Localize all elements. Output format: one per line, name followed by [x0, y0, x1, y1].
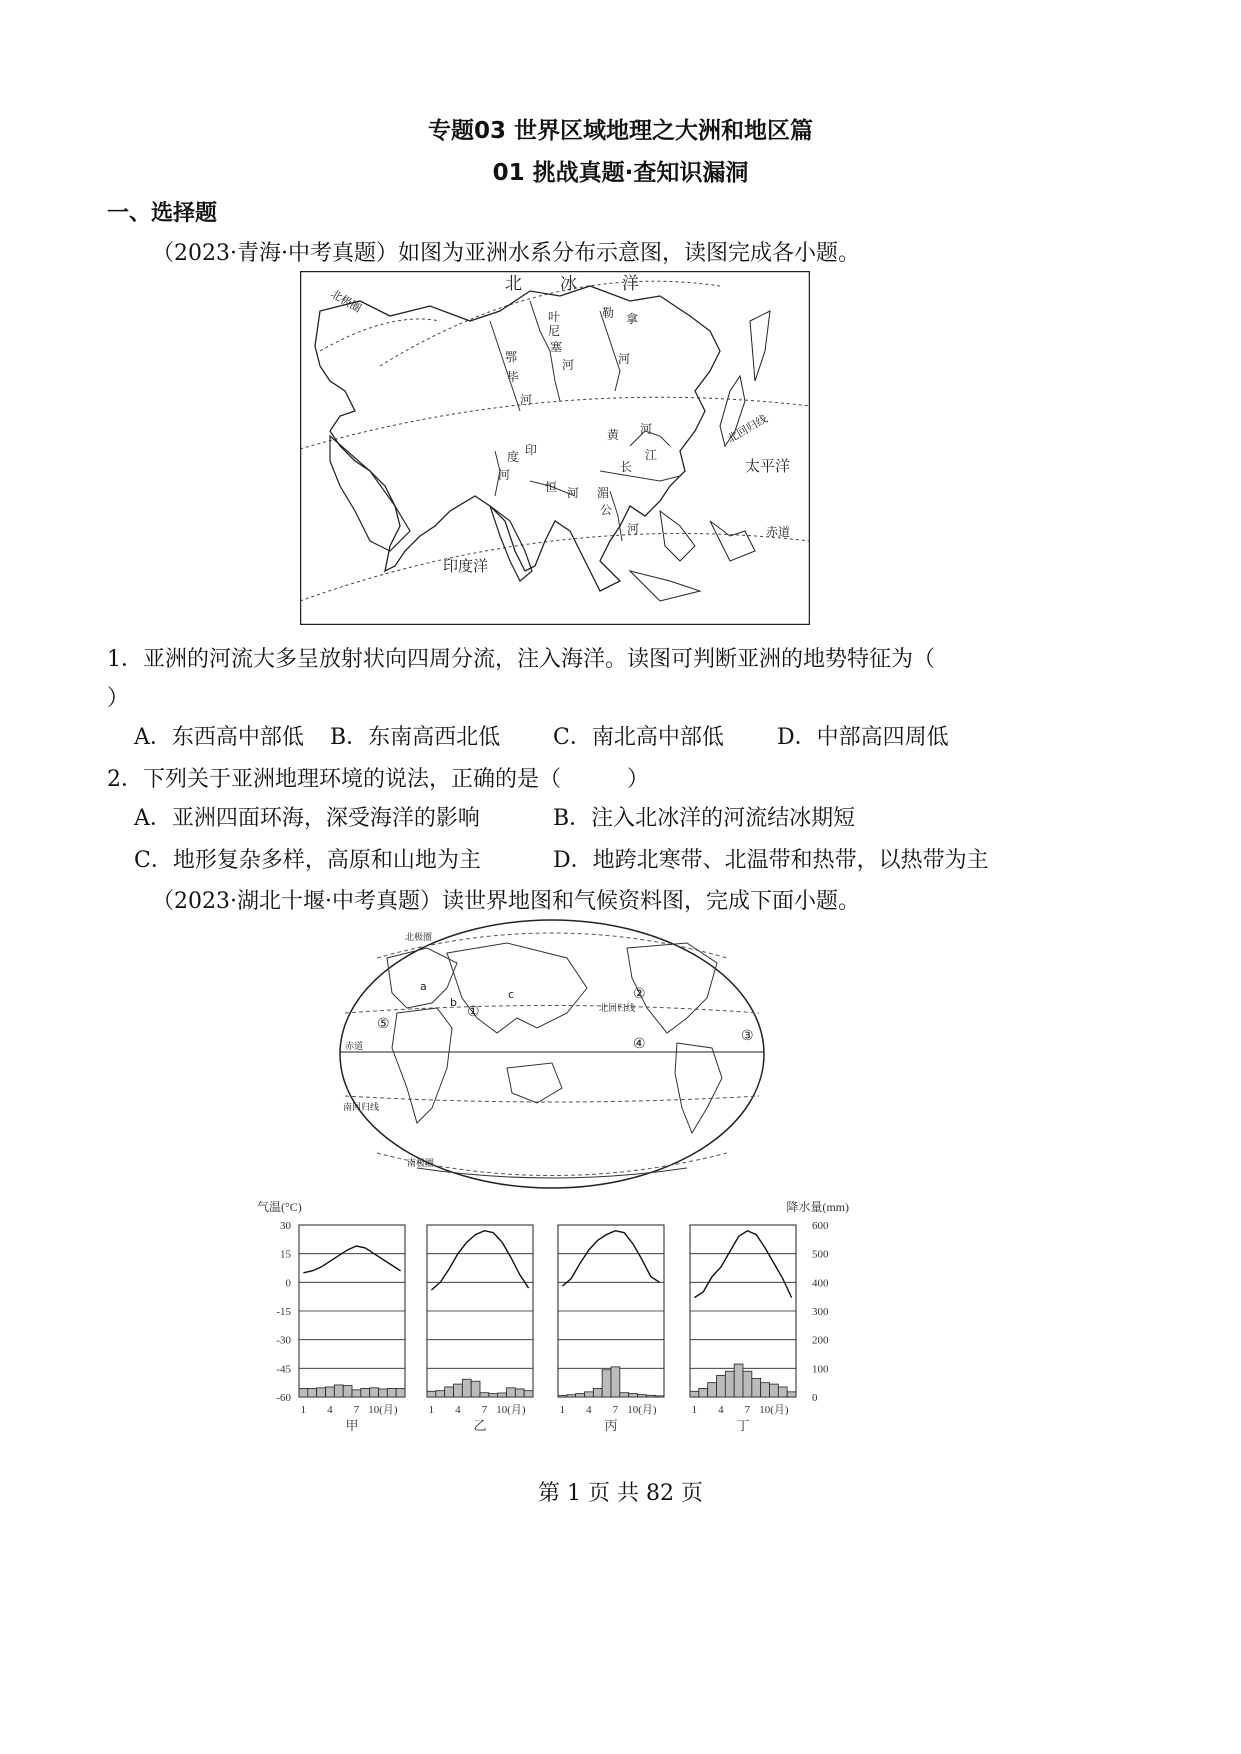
wm-label-arctic: 北极圈	[405, 933, 433, 943]
q2-option-d[interactable]: D．地跨北寒带、北温带和热带，以热带为主	[553, 848, 989, 873]
precip-bar	[558, 1396, 567, 1397]
precip-bar	[655, 1396, 664, 1397]
precip-bar	[379, 1389, 388, 1397]
precip-bar	[585, 1392, 594, 1397]
precip-tick: 600	[812, 1220, 829, 1232]
chart-name: 丁	[736, 1418, 750, 1433]
world-map-frame	[340, 920, 764, 1188]
precip-bar	[370, 1388, 379, 1397]
precip-bar	[787, 1392, 796, 1397]
precip-tick: 300	[812, 1306, 829, 1318]
precip-bar	[770, 1384, 779, 1397]
label-tropic: 北回归线	[725, 412, 770, 446]
label-ob-3: 河	[520, 393, 533, 407]
temp-tick: 0	[285, 1277, 291, 1290]
wm-label-tropic-s: 南回归线	[343, 1103, 380, 1113]
precip-bar	[602, 1370, 611, 1397]
precip-bar	[708, 1383, 717, 1397]
precip-bar	[778, 1387, 787, 1397]
wm-point-4: ④	[633, 1036, 646, 1052]
precip-bar	[427, 1391, 436, 1397]
precip-bar	[646, 1395, 655, 1397]
wm-point-5: ⑤	[377, 1016, 390, 1032]
label-ob-2: 毕	[507, 370, 520, 384]
x-tick: 4	[327, 1404, 333, 1416]
label-arctic-bing: 冰	[560, 274, 577, 294]
precip-bar	[743, 1371, 752, 1397]
precip-bar	[699, 1388, 708, 1397]
precip-tick: 0	[812, 1392, 818, 1404]
group2-intro: （2023·湖北十堰·中考真题）读世界地图和气候资料图，完成下面小题。	[152, 889, 860, 914]
page-subtitle: 01 挑战真题·查知识漏洞	[492, 160, 749, 186]
precip-bar	[524, 1391, 533, 1397]
temp-axis-label: 气温(°C)	[257, 1200, 302, 1214]
precip-bar	[299, 1388, 308, 1397]
precip-bar	[611, 1367, 620, 1397]
wm-point-1: ①	[467, 1004, 480, 1020]
x-tick: 7	[353, 1404, 360, 1416]
x-tick: 1	[559, 1404, 566, 1416]
precip-bar	[343, 1386, 352, 1397]
page-number: 第 1 页 共 82 页	[538, 1481, 703, 1506]
precip-bar	[567, 1395, 576, 1397]
climate-charts	[255, 1195, 865, 1435]
q1-stem: 1．亚洲的河流大多呈放射状向四周分流，注入海洋。读图可判断亚洲的地势特征为（	[107, 647, 935, 672]
label-lena-2: 拿	[626, 312, 639, 326]
precip-bar	[471, 1381, 480, 1397]
label-indian: 印度洋	[443, 557, 489, 575]
x-tick: 4	[455, 1404, 461, 1416]
q2-option-c[interactable]: C．地形复杂多样，高原和山地为主	[134, 848, 481, 873]
wm-point-a: a	[420, 980, 427, 993]
x-tick: 10(月)	[759, 1404, 789, 1416]
label-arctic-yang: 洋	[622, 274, 639, 294]
label-ob-1: 鄂	[505, 350, 518, 364]
x-tick: 7	[744, 1404, 751, 1416]
label-indus-2: 度	[507, 450, 520, 464]
x-tick: 4	[718, 1404, 724, 1416]
x-tick: 7	[481, 1404, 488, 1416]
precip-tick: 400	[812, 1277, 829, 1290]
label-arctic-circle: 北极圈	[328, 287, 364, 316]
label-yenisei-3: 塞	[550, 340, 563, 354]
precip-bar	[352, 1390, 361, 1397]
precip-bar	[629, 1394, 638, 1397]
group1-intro: （2023·青海·中考真题）如图为亚洲水系分布示意图，读图完成各小题。	[152, 241, 860, 266]
label-indus-1: 印	[525, 443, 538, 457]
precip-bar	[734, 1364, 743, 1397]
x-tick: 10(月)	[627, 1404, 657, 1416]
precip-tick: 500	[812, 1248, 829, 1261]
x-tick: 1	[691, 1404, 698, 1416]
precip-axis-label: 降水量(mm)	[786, 1200, 849, 1214]
wm-point-2: ②	[633, 986, 646, 1002]
precip-bar	[593, 1388, 602, 1397]
label-lena-3: 河	[618, 352, 631, 366]
temp-tick: -30	[276, 1334, 291, 1347]
precip-tick: 200	[812, 1334, 829, 1347]
x-tick: 1	[300, 1404, 307, 1416]
precip-bar	[498, 1393, 507, 1397]
q2-stem: 2．下列关于亚洲地理环境的说法，正确的是（ ）	[107, 767, 649, 792]
temp-tick: -60	[276, 1392, 291, 1404]
label-mekong-2: 公	[600, 503, 613, 517]
wm-point-b: b	[450, 996, 457, 1009]
precip-bar	[725, 1371, 734, 1397]
q2-option-b[interactable]: B．注入北冰洋的河流结冰期短	[553, 806, 856, 831]
x-tick: 10(月)	[496, 1404, 526, 1416]
q1-stem-end: ）	[107, 686, 130, 711]
precip-bar	[515, 1389, 524, 1397]
temp-tick: 30	[280, 1220, 291, 1232]
label-equator: 赤道	[766, 525, 791, 539]
x-tick: 7	[612, 1404, 619, 1416]
precip-bar	[326, 1387, 335, 1397]
precip-bar	[445, 1387, 454, 1397]
label-ganges-2: 河	[567, 486, 580, 500]
label-arctic-bei: 北	[505, 274, 522, 294]
precip-bar	[317, 1388, 326, 1397]
label-mekong-1: 湄	[597, 486, 610, 500]
temp-tick: -15	[276, 1306, 291, 1318]
precip-bar	[752, 1378, 761, 1397]
page-title: 专题03 世界区域地理之大洲和地区篇	[427, 118, 813, 144]
precip-bar	[507, 1388, 516, 1397]
precip-bar	[576, 1394, 585, 1397]
x-tick: 10(月)	[368, 1404, 398, 1416]
precip-bar	[690, 1391, 699, 1397]
label-ganges-1: 恒	[545, 480, 558, 494]
precip-bar	[396, 1388, 405, 1397]
precip-bar	[480, 1393, 489, 1397]
precip-bar	[436, 1391, 445, 1397]
precip-bar	[489, 1394, 498, 1397]
precip-bar	[717, 1376, 726, 1398]
wm-label-equator: 赤道	[345, 1042, 364, 1052]
x-tick: 1	[428, 1404, 435, 1416]
label-yellow-1: 黄	[607, 428, 620, 442]
label-indus-3: 河	[498, 468, 511, 482]
label-yenisei-2: 尼	[548, 324, 561, 338]
wm-label-antarctic: 南极圈	[407, 1159, 435, 1169]
label-yangtze-2: 江	[645, 448, 658, 462]
label-yenisei-4: 河	[562, 358, 575, 372]
precip-bar	[638, 1395, 647, 1397]
precip-bar	[454, 1384, 463, 1397]
label-mekong-3: 河	[627, 522, 640, 536]
q2-option-a[interactable]: A．亚洲四面环海，深受海洋的影响	[134, 806, 480, 831]
label-yenisei-1: 叶	[548, 310, 561, 324]
wm-point-c: c	[508, 988, 515, 1001]
precip-bar	[462, 1379, 471, 1397]
wm-point-3: ③	[741, 1028, 754, 1044]
chart-name: 乙	[473, 1418, 487, 1433]
chart-name: 丙	[604, 1418, 618, 1433]
section-heading: 一、选择题	[107, 201, 218, 226]
precip-bar	[308, 1388, 317, 1397]
asia-river-map	[300, 271, 810, 625]
precip-tick: 100	[812, 1363, 829, 1376]
label-yellow-2: 河	[640, 422, 653, 436]
precip-bar	[387, 1388, 396, 1397]
label-lena-1: 勒	[602, 306, 615, 320]
wm-label-tropic-n: 北回归线	[599, 1004, 636, 1014]
chart-name: 甲	[345, 1418, 359, 1433]
world-map	[337, 918, 767, 1190]
label-pacific: 太平洋	[745, 457, 791, 475]
q1-option-c[interactable]: C．南北高中部低	[553, 725, 724, 750]
precip-bar	[761, 1383, 770, 1397]
q1-option-d[interactable]: D．中部高四周低	[777, 725, 949, 750]
label-yangtze-1: 长	[620, 460, 633, 474]
temp-tick: -45	[276, 1363, 291, 1376]
q1-option-b[interactable]: B．东南高西北低	[330, 725, 501, 750]
precip-bar	[620, 1393, 629, 1397]
precip-bar	[334, 1385, 343, 1397]
precip-bar	[361, 1388, 370, 1397]
temp-tick: 15	[280, 1248, 291, 1261]
x-tick: 4	[586, 1404, 592, 1416]
q1-option-a[interactable]: A．东西高中部低	[134, 725, 304, 750]
